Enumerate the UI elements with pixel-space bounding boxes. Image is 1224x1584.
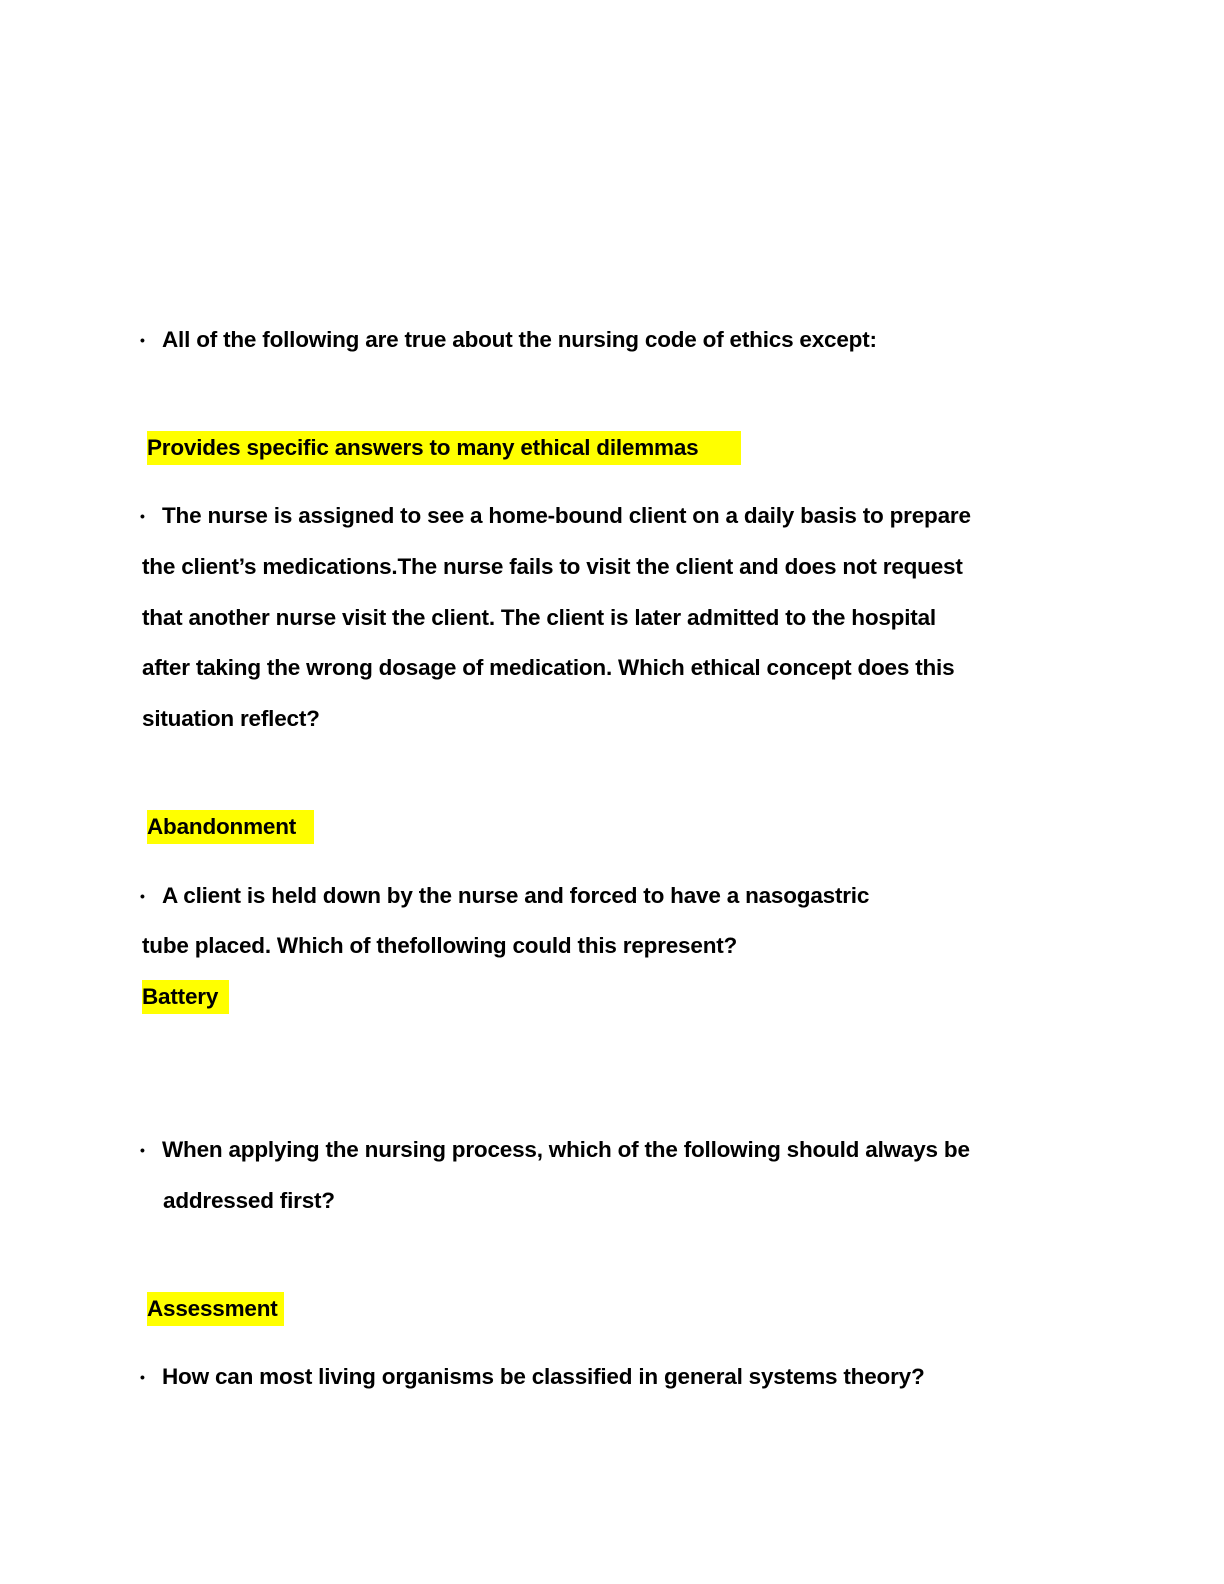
bullet-icon: • xyxy=(140,1369,145,1385)
question-2-line-4: after taking the wrong dosage of medication. Which ethical concept does this xyxy=(142,655,955,680)
question-3-line-1: A client is held down by the nurse and forced to have a nasogastric xyxy=(162,883,870,908)
question-1-text: All of the following are true about the nursing code of ethics except: xyxy=(162,327,877,352)
bullet-icon: • xyxy=(140,888,145,904)
question-4 xyxy=(140,1135,970,1165)
bullet-icon: • xyxy=(140,508,145,524)
question-2-line-2: the client’s medications.The nurse fails to visit the client and does not request xyxy=(142,554,963,579)
question-4-line-2: addressed first? xyxy=(163,1188,335,1213)
answer-4-highlight: Assessment xyxy=(147,1292,284,1326)
question-1 xyxy=(140,325,877,355)
question-2-line-1: The nurse is assigned to see a home-bound client on a daily basis to prepare xyxy=(162,503,971,528)
bullet-icon: • xyxy=(140,1142,145,1158)
answer-3-highlight: Battery xyxy=(142,980,229,1014)
question-4-line-1: When applying the nursing process, which of the following should always be xyxy=(162,1137,970,1162)
bullet-icon: • xyxy=(140,332,145,348)
question-2 xyxy=(140,501,971,531)
answer-2-highlight: Abandonment xyxy=(147,810,314,844)
question-5 xyxy=(140,1362,925,1392)
question-3 xyxy=(140,881,869,911)
question-3-line-2: tube placed. Which of thefollowing could this represent? xyxy=(142,933,738,958)
question-5-text: How can most living organisms be classified in general systems theory? xyxy=(162,1364,925,1389)
answer-1-highlight: Provides specific answers to many ethical dilemmas xyxy=(147,431,741,465)
question-2-line-5: situation reflect? xyxy=(142,706,320,731)
question-2-line-3: that another nurse visit the client. The client is later admitted to the hospital xyxy=(142,605,936,630)
